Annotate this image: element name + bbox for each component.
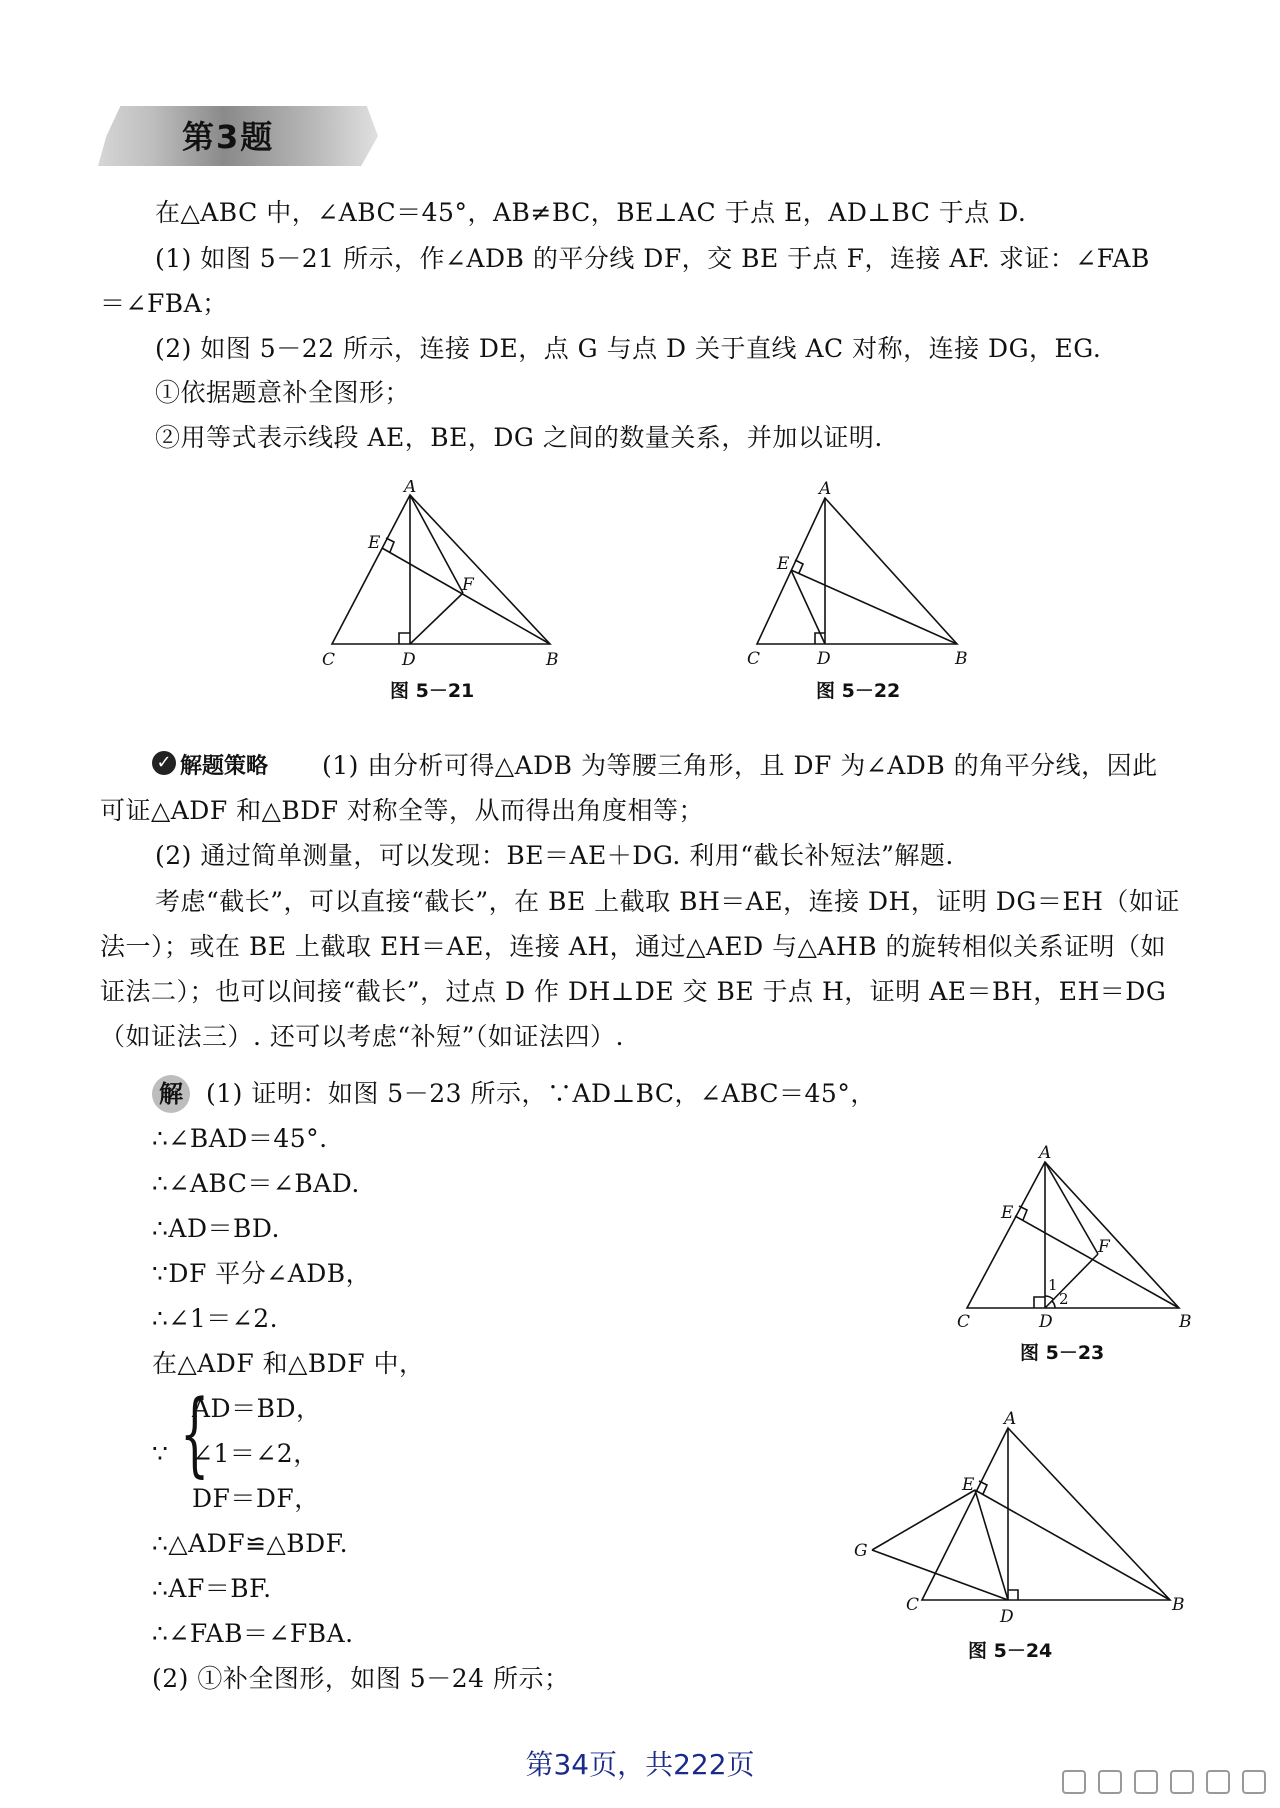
solution-mark: 解 (152, 1075, 190, 1113)
problem-line: ②用等式表示线段 AE，BE，DG 之间的数量关系，并加以证明. (155, 423, 883, 452)
fig521-label-A: A (404, 480, 417, 497)
solution-step: ∴∠ABC＝∠BAD. (152, 1169, 360, 1198)
strategy-line: (1) 由分析可得△ADB 为等腰三角形，且 DF 为∠ADB 的角平分线，因此 (322, 751, 1158, 780)
fig523-label-A: A (1039, 1143, 1052, 1163)
brace-line: AD＝BD， (192, 1394, 322, 1423)
solution-step: ∴AD＝BD. (152, 1214, 280, 1243)
solution-part2: (2) ①补全图形，如图 5－24 所示； (152, 1664, 570, 1693)
fig523-label-B: B (1179, 1312, 1192, 1330)
check-icon: ✓ (152, 751, 176, 775)
fig523-label-F: F (1098, 1237, 1110, 1257)
solution-step: ∴∠BAD＝45°. (152, 1124, 328, 1153)
page-title: 第3题 (182, 118, 275, 156)
fig521-label-C: C (322, 650, 336, 670)
fig523-label-2: 2 (1059, 1290, 1069, 1308)
fig523-label-E: E (1001, 1203, 1014, 1223)
solution-step: 在△ADF 和△BDF 中， (152, 1349, 425, 1378)
brace: { (180, 1380, 210, 1487)
fig523-label-1: 1 (1048, 1276, 1058, 1294)
view-mode-icon[interactable] (1134, 1770, 1158, 1794)
fig521-label-D: D (402, 650, 416, 670)
figure-5-24 (850, 1410, 1200, 1630)
solution-conclusion: ∴△ADF≌△BDF. (152, 1529, 349, 1558)
figure-5-21 (320, 480, 580, 680)
fig521-label-F: F (462, 575, 474, 595)
strategy-line: (2) 通过简单测量，可以发现：BE＝AE＋DG. 利用“截长补短法”解题. (155, 841, 954, 870)
view-mode-icon[interactable] (1170, 1770, 1194, 1794)
strategy-line: 证法二）；也可以间接“截长”，过点 D 作 DH⊥DE 交 BE 于点 H，证明 AE＝BH，EH＝DG (100, 977, 1167, 1006)
fig523-label-C: C (957, 1312, 971, 1330)
page-indicator: 第34页，共222页 (525, 1748, 755, 1781)
strategy-line: 考虑“截长”，可以直接“截长”，在 BE 上截取 BH＝AE，连接 DH，证明 DG＝EH（如证 (155, 887, 1180, 916)
problem-line: 在△ABC 中，∠ABC＝45°，AB≠BC，BE⊥AC 于点 E，AD⊥BC 于点 D. (155, 198, 1027, 227)
strategy-line: （如证法三）. 还可以考虑“补短”（如证法四）. (100, 1022, 624, 1051)
problem-line: (1) 如图 5－21 所示，作∠ADB 的平分线 DF，交 BE 于点 F，连接 AF. 求证：∠FAB (155, 244, 1150, 273)
fig524-label-D: D (1000, 1607, 1014, 1627)
fig524-label-B: B (1172, 1595, 1185, 1615)
view-mode-icon[interactable] (1242, 1770, 1266, 1794)
strategy-line: 法一）；或在 BE 上截取 EH＝AE，连接 AH，通过△AED 与△AHB 的旋转相似关系证明（如 (100, 932, 1167, 961)
solution-conclusion: ∴∠FAB＝∠FBA. (152, 1619, 354, 1648)
fig522-label-A: A (819, 480, 832, 499)
fig524-label-A: A (1004, 1410, 1017, 1429)
solution-step: ∴∠1＝∠2. (152, 1304, 279, 1333)
fig521-label-E: E (368, 533, 381, 553)
fig524-label-C: C (906, 1595, 920, 1615)
problem-line: ①依据题意补全图形； (155, 378, 411, 407)
solution-step: ∵DF 平分∠ADB， (152, 1259, 372, 1288)
problem-line: ＝∠FBA； (100, 289, 228, 318)
fig523-label-D: D (1039, 1312, 1053, 1330)
fig522-label-C: C (747, 649, 761, 669)
view-mode-icon[interactable] (1206, 1770, 1230, 1794)
figure-caption: 图 5－24 (968, 1640, 1053, 1662)
fig521-label-B: B (546, 650, 559, 670)
solution-conclusion: ∴AF＝BF. (152, 1574, 272, 1603)
strategy-line: 可证△ADF 和△BDF 对称全等，从而得出角度相等； (100, 796, 705, 825)
view-mode-icon[interactable] (1098, 1770, 1122, 1794)
view-mode-icon[interactable] (1062, 1770, 1086, 1794)
brace-line: DF＝DF， (192, 1484, 320, 1513)
fig522-label-E: E (777, 554, 790, 574)
figure-caption: 图 5－23 (1020, 1342, 1105, 1364)
figure-5-22 (745, 480, 985, 680)
fig522-label-D: D (817, 649, 831, 669)
because-symbol: ∵ (152, 1439, 169, 1468)
strategy-label: 解题策略 (180, 754, 269, 779)
problem-line: (2) 如图 5－22 所示，连接 DE，点 G 与点 D 关于直线 AC 对称，连接 DG，EG. (155, 334, 1102, 363)
fig524-label-E: E (962, 1475, 975, 1495)
figure-5-23 (955, 1140, 1195, 1330)
fig524-label-G: G (854, 1541, 868, 1561)
brace-line: ∠1＝∠2， (192, 1439, 319, 1468)
figure-caption: 图 5－21 (390, 680, 475, 702)
fig522-label-B: B (955, 649, 968, 669)
figure-caption: 图 5－22 (816, 680, 901, 702)
solution-first-line: (1) 证明：如图 5－23 所示，∵AD⊥BC，∠ABC＝45°， (206, 1079, 876, 1108)
